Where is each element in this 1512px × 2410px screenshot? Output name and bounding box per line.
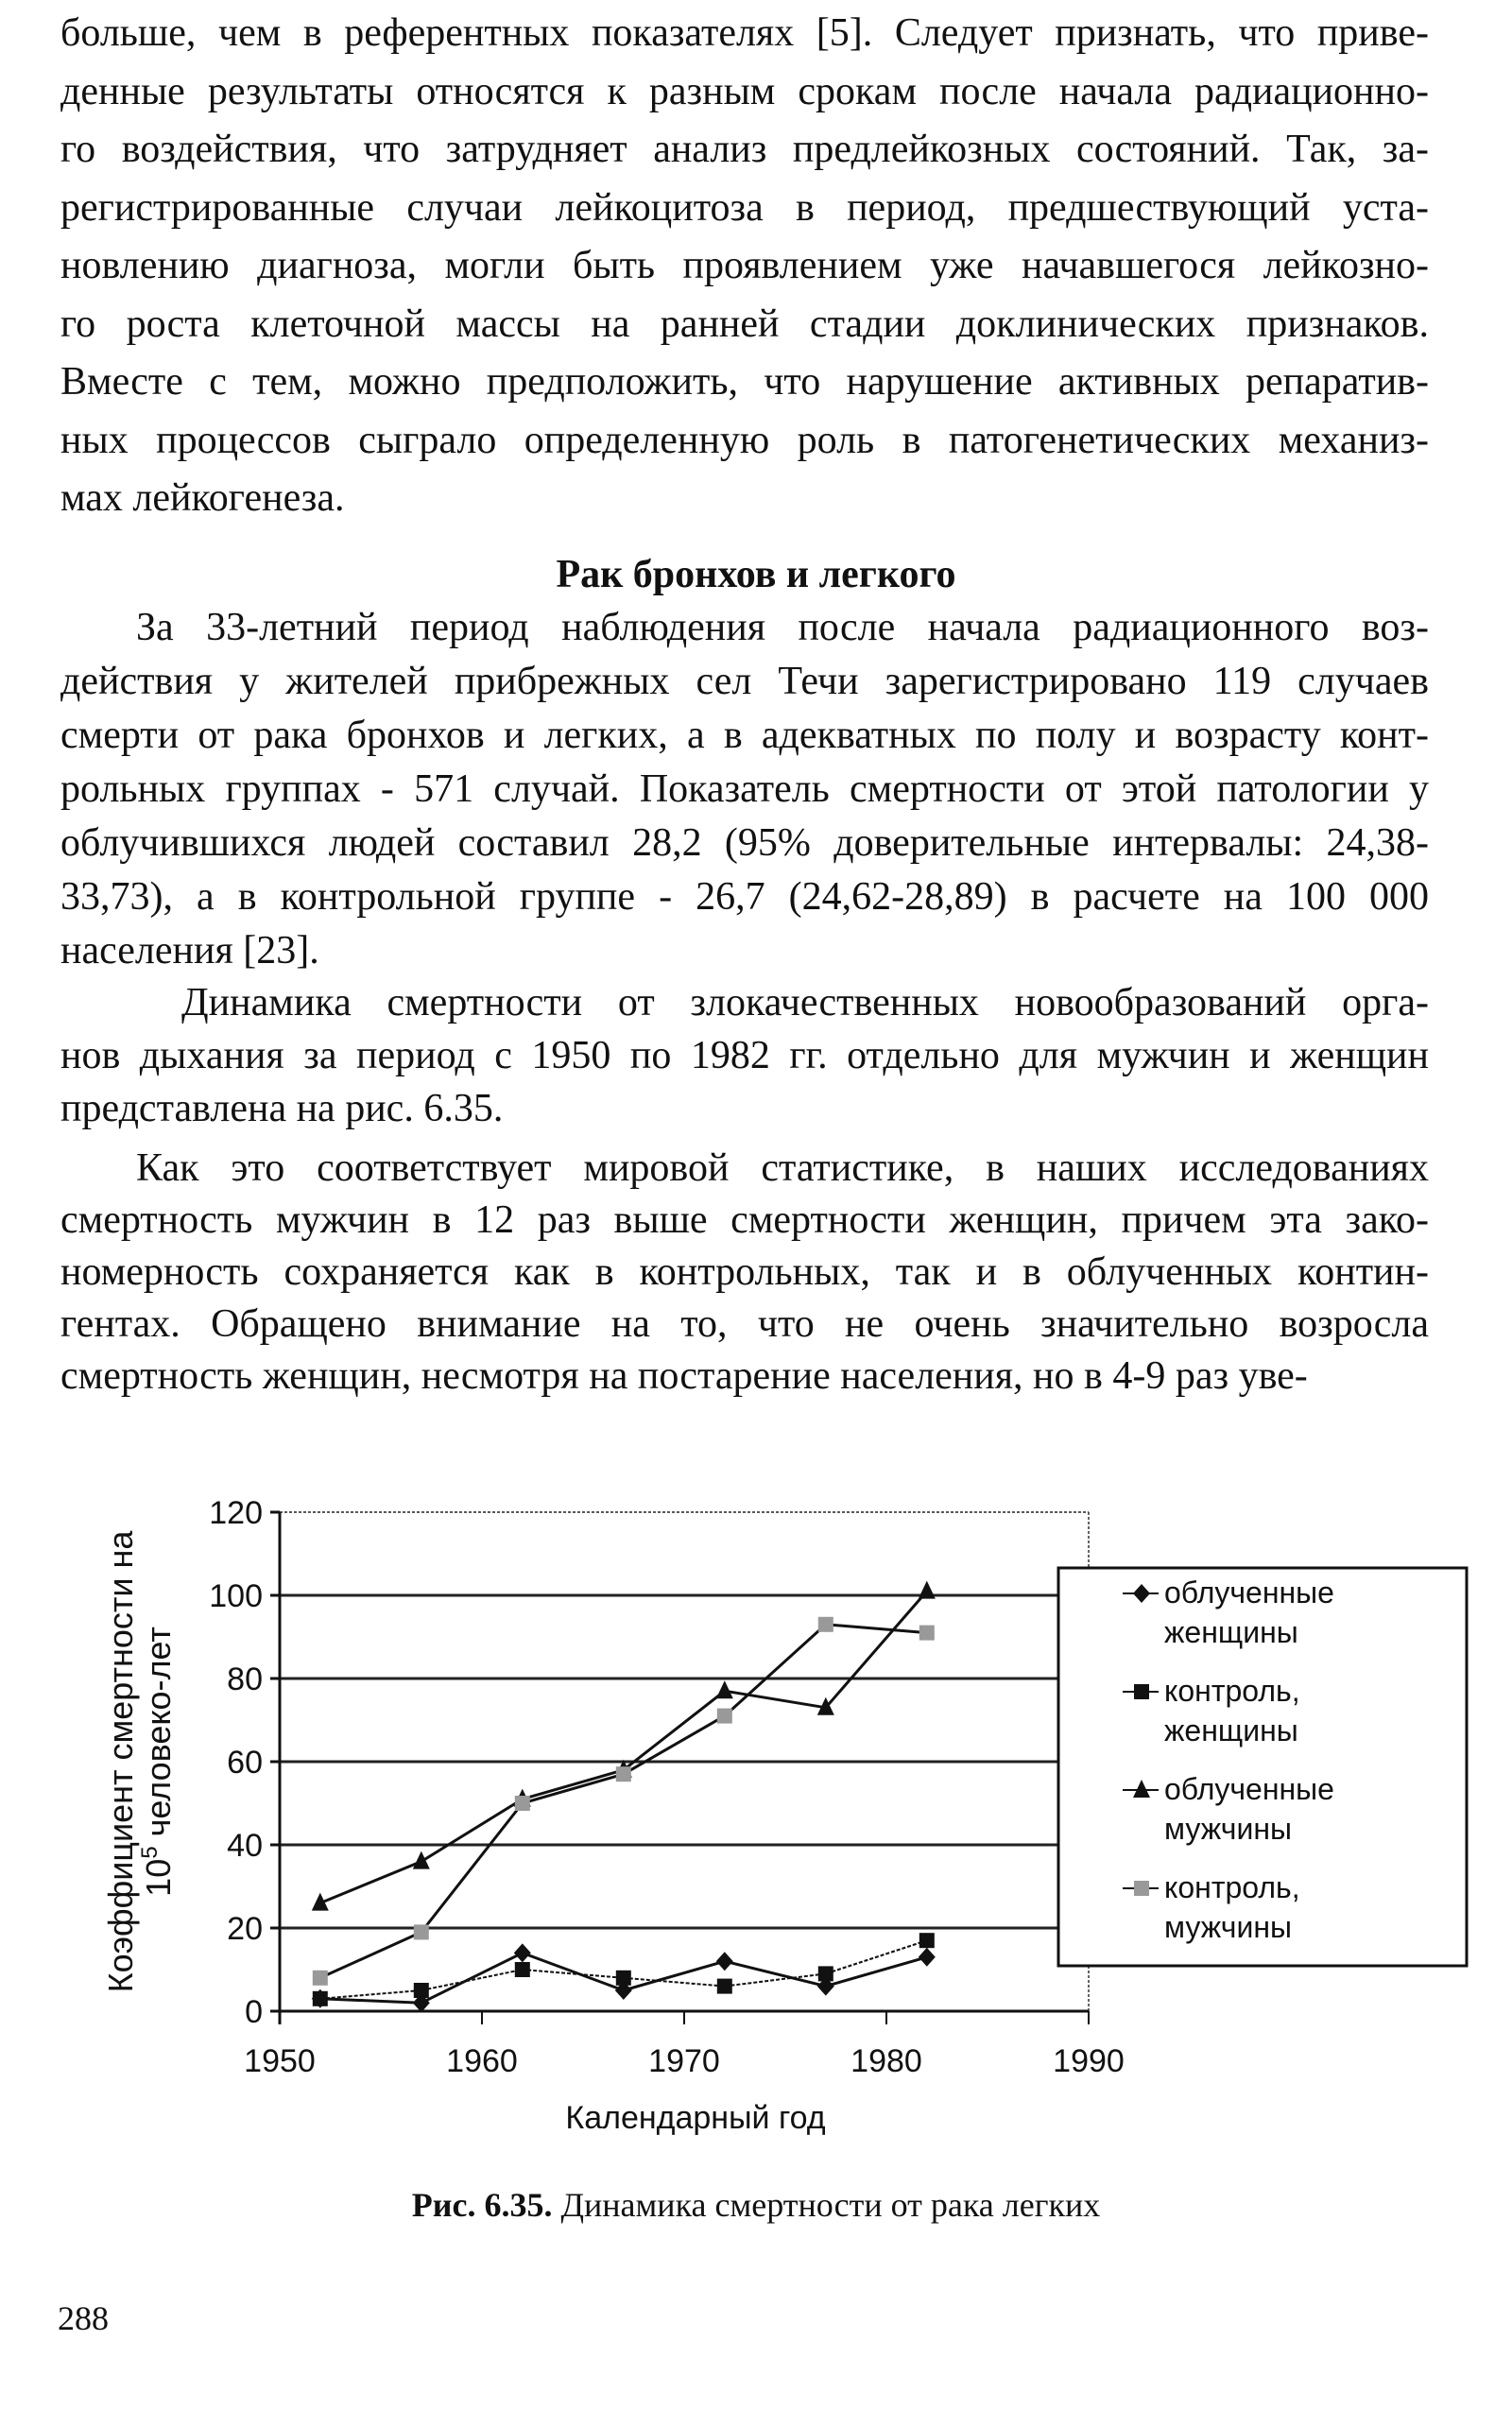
legend-label: мужчины (1164, 1812, 1292, 1846)
legend-marker (1134, 1881, 1149, 1896)
legend-label: мужчины (1164, 1910, 1292, 1944)
text-line: го роста клеточной массы на ранней стадии доклинических признаков. (60, 301, 1429, 346)
data-point (414, 1924, 429, 1939)
data-point (515, 1962, 530, 1977)
text-line: населения [23]. (60, 929, 319, 973)
legend-label: женщины (1164, 1713, 1298, 1747)
data-point (919, 1948, 936, 1967)
y-tick-label: 60 (227, 1745, 263, 1781)
legend-label: женщины (1164, 1615, 1298, 1649)
legend-label: облученные (1164, 1772, 1334, 1806)
x-tick-label: 1970 (648, 2043, 720, 2079)
y-tick-label: 40 (227, 1828, 263, 1864)
legend-label: контроль, (1164, 1870, 1300, 1904)
text-line: гентах. Обращено внимание на то, что не очень значительно возросла (60, 1302, 1429, 1346)
y-tick-label: 20 (227, 1911, 263, 1947)
text-line: регистрированные случаи лейкоцитоза в период, предшествующий уста- (60, 185, 1429, 230)
data-point (413, 1851, 430, 1869)
text-line: рольных группах - 571 случай. Показатель смертности от этой патологии у (60, 767, 1429, 811)
text-line: нов дыхания за период с 1950 по 1982 гг. отдельно для мужчин и женщин (60, 1034, 1429, 1077)
data-point (717, 1979, 732, 1994)
y-axis-label-line2: $10^5$ человеко-лет (137, 1627, 178, 1897)
paragraph-2 (60, 601, 1429, 978)
data-point (515, 1796, 530, 1811)
text-line: го воздействия, что затрудняет анализ предлейкозных состояний. Так, за- (60, 128, 1429, 171)
text-line: ных процессов сыграло определенную роль в патогенетических механиз- (60, 418, 1429, 462)
section-heading: Рак бронхов и легкого (556, 553, 956, 596)
text-line: смерти от рака бронхов и легких, а в адекватных по полу и возрасту конт- (60, 714, 1429, 757)
x-tick-label: 1950 (244, 2043, 316, 2079)
paragraph-4 (60, 1143, 1429, 1403)
data-point (818, 1966, 833, 1981)
text-line: номерность сохраняется как в контрольных, так и в облученных контин- (60, 1250, 1429, 1294)
text-line: облучившихся людей составил 28,2 (95% доверительные интервалы: 24,38- (60, 821, 1429, 865)
data-point (919, 1933, 935, 1948)
data-point (919, 1581, 936, 1599)
y-axis-label (101, 1530, 178, 1993)
text-line: За 33-летний период наблюдения после начала радиационного воз- (136, 606, 1429, 649)
data-point (716, 1952, 733, 1971)
data-point (919, 1626, 935, 1641)
text-line: денные результаты относятся к разным срокам после начала радиационно- (60, 69, 1429, 113)
text-line: больше, чем в референтных показателях [5]. Следует признать, что приве- (60, 11, 1429, 55)
data-point (616, 1971, 631, 1986)
x-axis-label: Календарный год (565, 2100, 826, 2136)
text-line: действия у жителей прибрежных сел Течи зарегистрировано 119 случаев (60, 660, 1429, 703)
text-line: смертность мужчин в 12 раз выше смертности женщин, причем эта зако- (60, 1198, 1429, 1242)
text-line: Вместе с тем, можно предположить, что нарушение активных репаратив- (60, 360, 1429, 404)
legend-marker (1134, 1684, 1149, 1699)
text-line: представлена на рис. 6.35. (60, 1087, 504, 1130)
y-tick-label: 100 (209, 1578, 263, 1614)
y-axis-label-line1: Коэффициент смертности на (101, 1530, 140, 1993)
legend-label: контроль, (1164, 1674, 1300, 1708)
text-line: 33,73), а в контрольной группе - 26,7 (24,62-28,89) в расчете на 100 000 (60, 875, 1429, 919)
data-point (616, 1766, 631, 1782)
data-point (514, 1943, 531, 1962)
caption-label: Рис. 6.35. (411, 2186, 553, 2224)
data-point (717, 1709, 732, 1724)
data-point (716, 1680, 733, 1698)
y-tick-label: 0 (245, 1994, 263, 2030)
page-number: 288 (58, 2299, 109, 2337)
text-line: мах лейкогенеза. (60, 476, 345, 520)
x-tick-label: 1990 (1053, 2043, 1125, 2079)
y-tick-label: 80 (227, 1661, 263, 1697)
figure-caption (0, 2178, 1512, 2231)
data-point (818, 1617, 833, 1632)
text-line: Динамика смертности от злокачественных новообразований орга- (181, 981, 1429, 1024)
caption-text: Динамика смертности от рака легких (552, 2186, 1101, 2224)
data-point (313, 1971, 328, 1986)
data-point (414, 1983, 429, 1998)
paragraph-1 (60, 5, 1429, 528)
text-line: новлению диагноза, могли быть проявлением уже начавшегося лейкозно- (60, 244, 1429, 287)
text-line: Как это соответствует мировой статистике, в наших исследованиях (136, 1146, 1429, 1190)
text-line: смертность женщин, несмотря на постарение населения, но в 4-9 раз уве- (60, 1354, 1308, 1398)
legend-label: облученные (1164, 1575, 1334, 1610)
paragraph-3 (60, 976, 1429, 1135)
x-tick-label: 1960 (446, 2043, 518, 2079)
x-tick-label: 1980 (850, 2043, 922, 2079)
mortality-line-chart (0, 1474, 1512, 2155)
data-point (313, 1991, 328, 2006)
y-tick-label: 120 (209, 1495, 263, 1531)
series-line-2 (320, 1592, 927, 1903)
